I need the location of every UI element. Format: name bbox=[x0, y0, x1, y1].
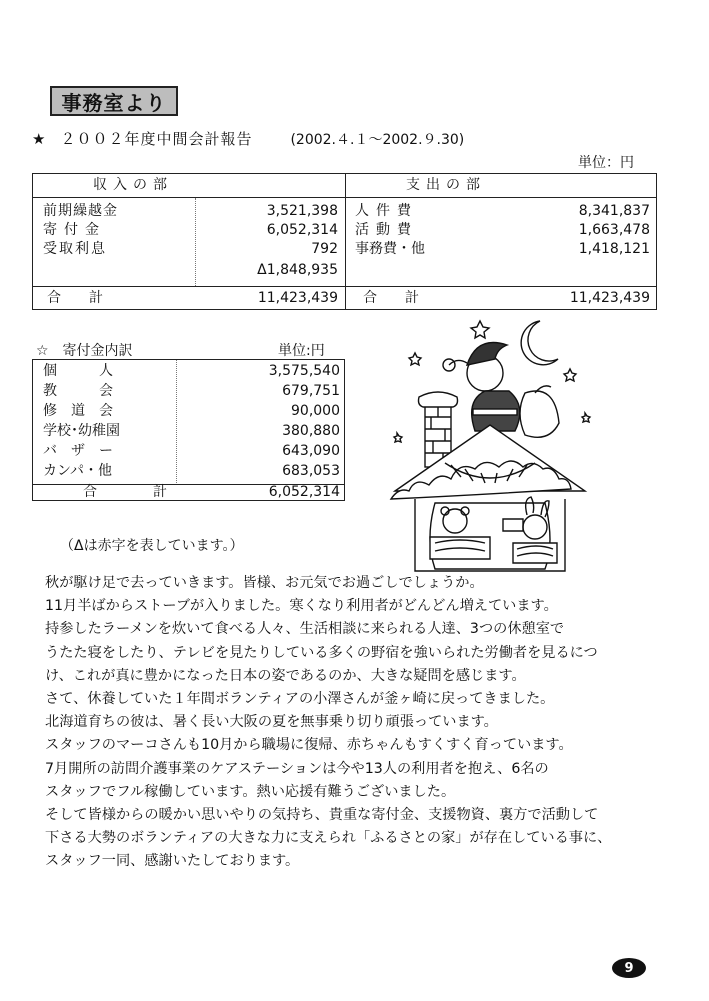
body-line: スタッフでフル稼働しています。熱い応援有難うございました。 bbox=[45, 783, 456, 800]
body-line: け、これが真に豊かになった日本の姿であるのか、大きな疑問を感じます。 bbox=[45, 667, 526, 684]
donation-row-value: 679,751 bbox=[282, 383, 340, 399]
report-period: (2002.４.１～2002.９.30) bbox=[290, 132, 465, 148]
donation-row-label: バ ザ ー bbox=[43, 443, 113, 459]
income-row-label: 寄付金 bbox=[43, 222, 106, 238]
expense-row-label: 人件費 bbox=[355, 203, 418, 219]
donation-row-value: 90,000 bbox=[291, 403, 340, 419]
report-title bbox=[32, 128, 464, 149]
section-heading: 事務室より bbox=[50, 86, 178, 116]
santa-house-illustration bbox=[385, 313, 600, 573]
expense-header: 支出の部 bbox=[406, 177, 486, 193]
donation-row-value: 643,090 bbox=[282, 443, 340, 459]
donation-row-label: 教 会 bbox=[43, 383, 113, 399]
moon-icon bbox=[521, 321, 558, 365]
expense-row-label: 活動費 bbox=[355, 222, 418, 238]
donation-row-value: 3,575,540 bbox=[268, 363, 340, 379]
body-line: 7月開所の訪問介護事業のケアステーションは今や13人の利用者を抱え、6名の bbox=[45, 760, 549, 777]
donation-caption: ☆ 寄付金内訳 bbox=[36, 343, 133, 359]
body-paragraph bbox=[45, 572, 675, 874]
income-row-value: 3,521,398 bbox=[266, 203, 338, 219]
star-icon: ★ bbox=[32, 130, 47, 148]
income-total-label: 合 計 bbox=[47, 290, 103, 306]
donation-row-label: 個 人 bbox=[43, 363, 113, 379]
donation-row-label: 学校･幼稚園 bbox=[43, 423, 120, 439]
donation-table bbox=[32, 359, 345, 501]
expense-row-label: 事務費・他 bbox=[355, 241, 425, 257]
donation-row-label: カンパ・他 bbox=[43, 463, 113, 479]
body-line: 11月半ばからストーブが入りました。寒くなり利用者がどんどん増えています。 bbox=[45, 598, 558, 615]
income-total-value: 11,423,439 bbox=[257, 290, 338, 306]
expense-row-value: 1,418,121 bbox=[578, 241, 650, 257]
donation-total-value: 6,052,314 bbox=[268, 484, 340, 500]
expense-row-value: 8,341,837 bbox=[578, 203, 650, 219]
account-table bbox=[32, 173, 657, 310]
expense-row-value: 1,663,478 bbox=[578, 222, 650, 238]
income-row-label: 前期繰越金 bbox=[43, 203, 118, 219]
body-line: 下さる大勢のボランティアの大きな力に支えられ「ふるさとの家」が存在している事に、 bbox=[45, 830, 612, 847]
deficit-note: （Δは赤字を表しています。） bbox=[60, 538, 244, 554]
donation-row-value: 683,053 bbox=[282, 463, 340, 479]
body-line: 北海道育ちの彼は、暑く長い大阪の夏を無事乗り切り頑張っています。 bbox=[45, 714, 498, 731]
body-line: さて、休養していた１年間ボランティアの小澤さんが釜ヶ崎に戻ってきました。 bbox=[45, 691, 555, 708]
income-row-label: 受取利息 bbox=[43, 241, 107, 257]
donation-row-value: 380,880 bbox=[282, 423, 340, 439]
expense-total-label: 合 計 bbox=[363, 290, 419, 306]
body-line: スタッフのマーコさんも10月から職場に復帰、赤ちゃんもすくすく育っています。 bbox=[45, 737, 573, 754]
body-line: そして皆様からの暖かい思いやりの気持ち、貴重な寄付金、支援物資、裏方で活動して bbox=[45, 807, 599, 824]
donation-row-label: 修 道 会 bbox=[43, 403, 113, 419]
body-line: 持参したラーメンを炊いて食べる人々、生活相談に来られる人達、3つの休憩室で bbox=[45, 621, 565, 638]
page-number: 9 bbox=[612, 958, 646, 978]
donation-total-label: 合 計 bbox=[83, 484, 167, 500]
income-row-value: 6,052,314 bbox=[266, 222, 338, 238]
body-line: うたた寝をしたり、テレビを見たりしている多くの野宿を強いられた労働者を見るにつ bbox=[45, 644, 598, 661]
report-title-text: ２００２年度中間会計報告 bbox=[60, 130, 253, 148]
unit-label: 単位：円 bbox=[578, 155, 634, 171]
income-row-value: 792 bbox=[311, 241, 338, 257]
expense-total-value: 11,423,439 bbox=[569, 290, 650, 306]
income-header: 収入の部 bbox=[93, 177, 173, 193]
donation-unit: 単位:円 bbox=[278, 343, 325, 359]
body-line: スタッフ一同、感謝いたしております。 bbox=[45, 853, 300, 870]
income-row-value: Δ1,848,935 bbox=[257, 262, 338, 278]
body-line: 秋が駆け足で去っていきます。皆様、お元気でお過ごしでしょうか。 bbox=[45, 575, 484, 591]
